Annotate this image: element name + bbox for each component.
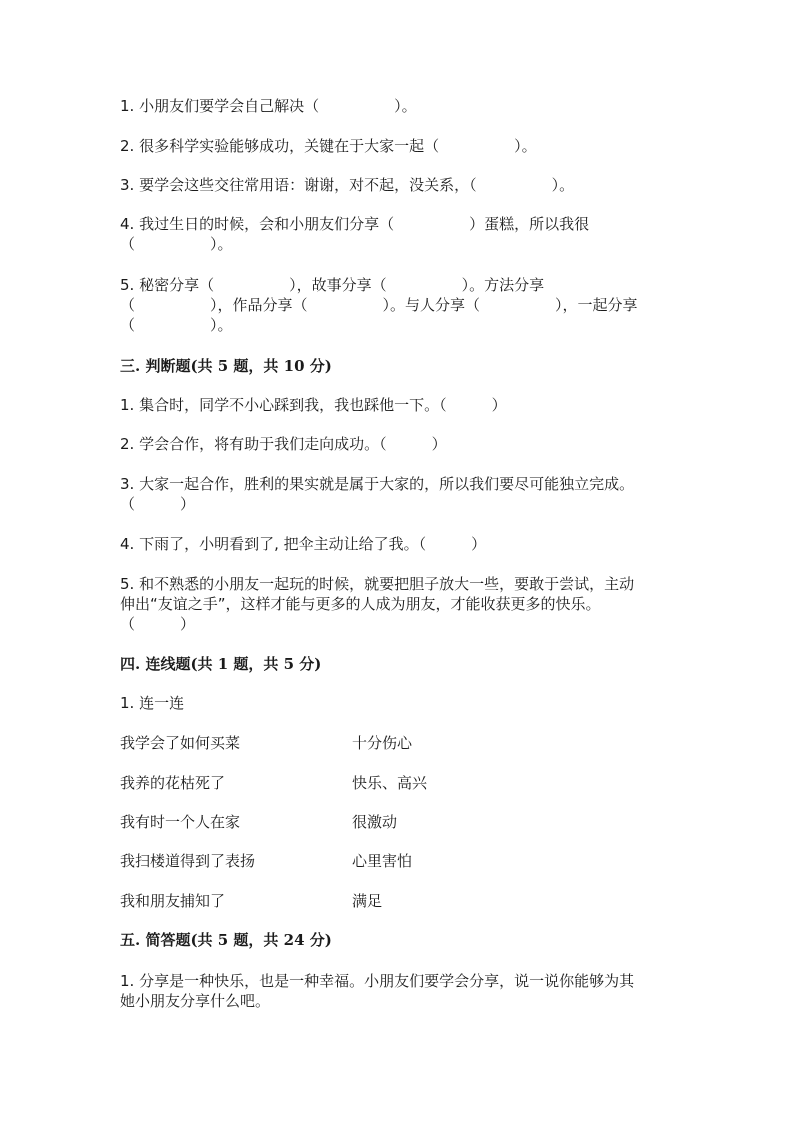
fill-in-q1-line1: 1. 小朋友们要学会自己解决（ ）。 — [120, 97, 417, 115]
matching-left-item-2: 我养的花枯死了 — [120, 774, 226, 792]
matching-right-item-5: 满足 — [352, 892, 383, 910]
matching-right-item-4: 心里害怕 — [352, 852, 413, 870]
matching-right-item-3: 很激动 — [352, 813, 398, 831]
judge-q5-line1: 5. 和不熟悉的小朋友一起玩的时候，就要把胆子放大一些，要敢于尝试，主动 — [120, 575, 635, 593]
fill-in-q3-line1: 3. 要学会这些交往常用语：谢谢，对不起，没关系，（ ）。 — [120, 176, 575, 194]
judge-q3-line2: （ ） — [120, 495, 196, 513]
matching-question: 1. 连一连 — [120, 694, 185, 712]
section-heading-judgement: 三. 判断题(共 5 题，共 10 分) — [120, 357, 332, 375]
fill-in-q5-line2: （ ），作品分享（ ）。与人分享（ ），一起分享 — [120, 296, 638, 314]
judge-q4-line1: 4. 下雨了，小明看到了, 把伞主动让给了我。（ ） — [120, 535, 487, 553]
matching-left-item-4: 我扫楼道得到了表扬 — [120, 852, 256, 870]
judge-q1-line1: 1. 集合时，同学不小心踩到我，我也踩他一下。（ ） — [120, 396, 507, 414]
judge-q2-line1: 2. 学会合作，将有助于我们走向成功。（ ） — [120, 435, 447, 453]
judge-q5-line3: （ ） — [120, 615, 196, 633]
judge-q3-line1: 3. 大家一起合作，胜利的果实就是属于大家的，所以我们要尽可能独立完成。 — [120, 475, 635, 493]
section-heading-short-answer: 五. 简答题(共 5 题，共 24 分) — [120, 931, 332, 949]
section-heading-matching: 四. 连线题(共 1 题，共 5 分) — [120, 655, 322, 673]
short-answer-q1-line2: 她小朋友分享什么吧。 — [120, 992, 271, 1010]
matching-right-item-1: 十分伤心 — [352, 734, 413, 752]
fill-in-q4-line2: （ ）。 — [120, 235, 233, 253]
fill-in-q4-line1: 4. 我过生日的时候，会和小朋友们分享（ ）蛋糕，所以我很 — [120, 215, 590, 233]
matching-right-item-2: 快乐、高兴 — [352, 774, 428, 792]
fill-in-q5-line1: 5. 秘密分享（ ），故事分享（ ）。方法分享 — [120, 276, 545, 294]
matching-left-item-1: 我学会了如何买菜 — [120, 734, 241, 752]
matching-left-item-3: 我有时一个人在家 — [120, 813, 241, 831]
fill-in-q5-line3: （ ）。 — [120, 316, 233, 334]
short-answer-q1-line1: 1. 分享是一种快乐，也是一种幸福。小朋友们要学会分享，说一说你能够为其 — [120, 972, 635, 990]
matching-left-item-5: 我和朋友捕知了 — [120, 892, 226, 910]
fill-in-q2-line1: 2. 很多科学实验能够成功，关键在于大家一起（ ）。 — [120, 137, 537, 155]
judge-q5-line2: 伸出“友谊之手”，这样才能与更多的人成为朋友，才能收获更多的快乐。 — [120, 595, 601, 613]
